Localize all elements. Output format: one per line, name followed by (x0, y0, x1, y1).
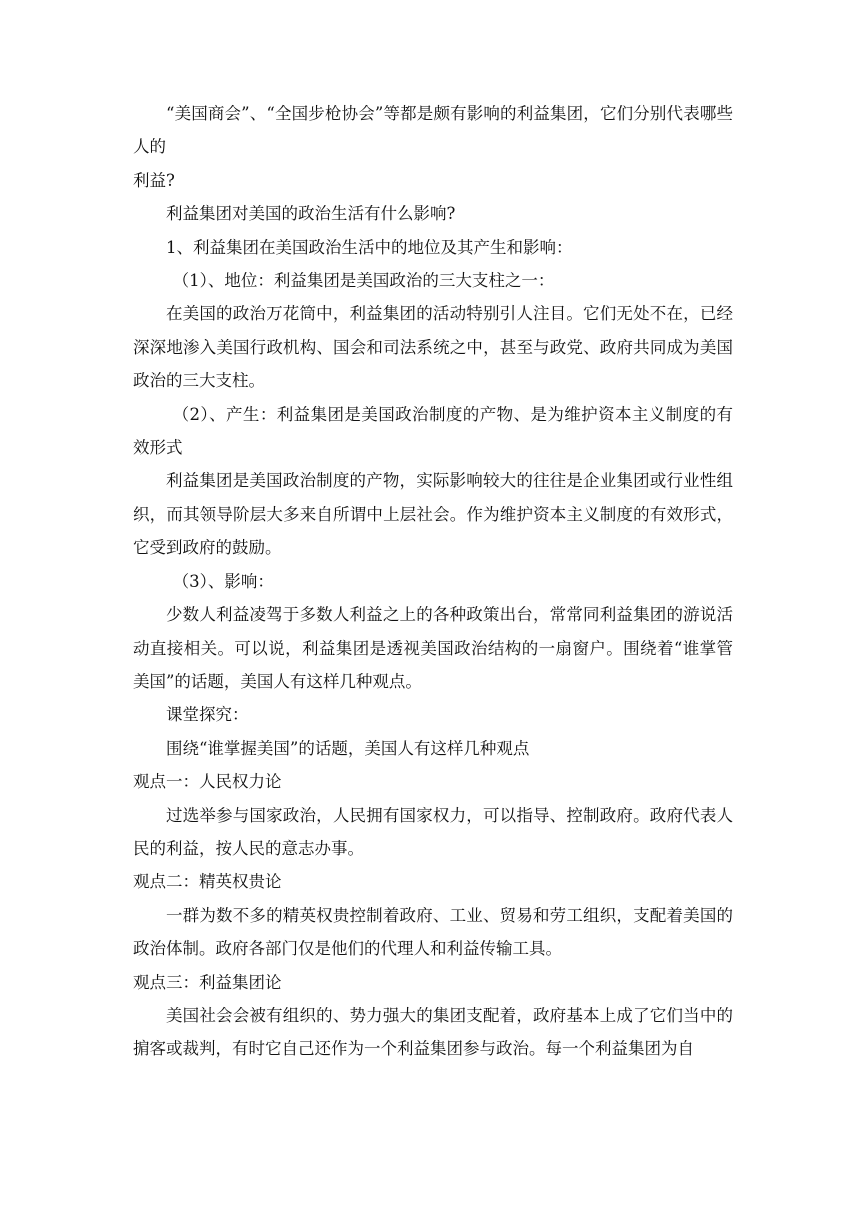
paragraph-question-interest-groups: “美国商会”、“全国步枪协会”等都是颇有影响的利益集团，它们分别代表哪些人的 (133, 104, 733, 157)
paragraph-status: 在美国的政治万花筒中，利益集团的活动特别引人注目。它们无处不在，已经深深地渗入美国行政机构、国会和司法系统之中，甚至与政党、政府共同成为美国政治的三大支柱。 (133, 304, 733, 391)
subheading-origin: （2）、产生：利益集团是美国政治制度的产物、是为维护资本主义制度的有效形式 (133, 404, 733, 458)
viewpoint-3-text: 美国社会会被有组织的、势力强大的集团支配着，政府基本上成了它们当中的掮客或裁判，有时它自己还作为一个利益集团参与政治。每一个利益集团为自 (133, 1005, 733, 1059)
section-heading-1: 1、利益集团在美国政治生活中的地位及其产生和影响： (166, 237, 573, 257)
viewpoint-1-heading: 观点一：人民权力论 (133, 772, 282, 792)
paragraph-question-continuation: 利益? (133, 170, 175, 190)
viewpoint-2-heading: 观点二：精英权贵论 (133, 872, 282, 892)
paragraph-impact: 少数人利益凌驾于多数人利益之上的各种政策出台，常常同利益集团的游说活动直接相关。可以说，利益集团是透视美国政治结构的一扇窗户。围绕着“谁掌管美国”的话题，美国人有这样几种观点。 (133, 605, 733, 691)
viewpoint-1-text: 过选举参与国家政治，人民拥有国家权力，可以指导、控制政府。政府代表人民的利益，按人民的意志办事。 (133, 805, 733, 858)
subheading-status: （1）、地位：利益集团是美国政治的三大支柱之一： (172, 271, 555, 291)
viewpoint-2-text: 一群为数不多的精英权贵控制着政府、工业、贸易和劳工组织，支配着美国的政治体制。政府各部门仅是他们的代理人和利益传输工具。 (133, 905, 733, 959)
document-body (133, 97, 733, 1066)
paragraph-question-influence: 利益集团对美国的政治生活有什么影响? (166, 204, 456, 224)
paragraph-inquiry-intro: 围绕“谁掌握美国”的话题，美国人有这样几种观点 (166, 738, 530, 758)
subheading-impact: （3）、影响： (172, 571, 274, 591)
paragraph-origin: 利益集团是美国政治制度的产物，实际影响较大的往往是企业集团或行业性组织，而其领导阶层大多来自所谓中上层社会。作为维护资本主义制度的有效形式，它受到政府的鼓励。 (133, 471, 733, 558)
classroom-inquiry-heading: 课堂探究： (166, 705, 249, 725)
viewpoint-3-heading: 观点三：利益集团论 (133, 972, 282, 992)
